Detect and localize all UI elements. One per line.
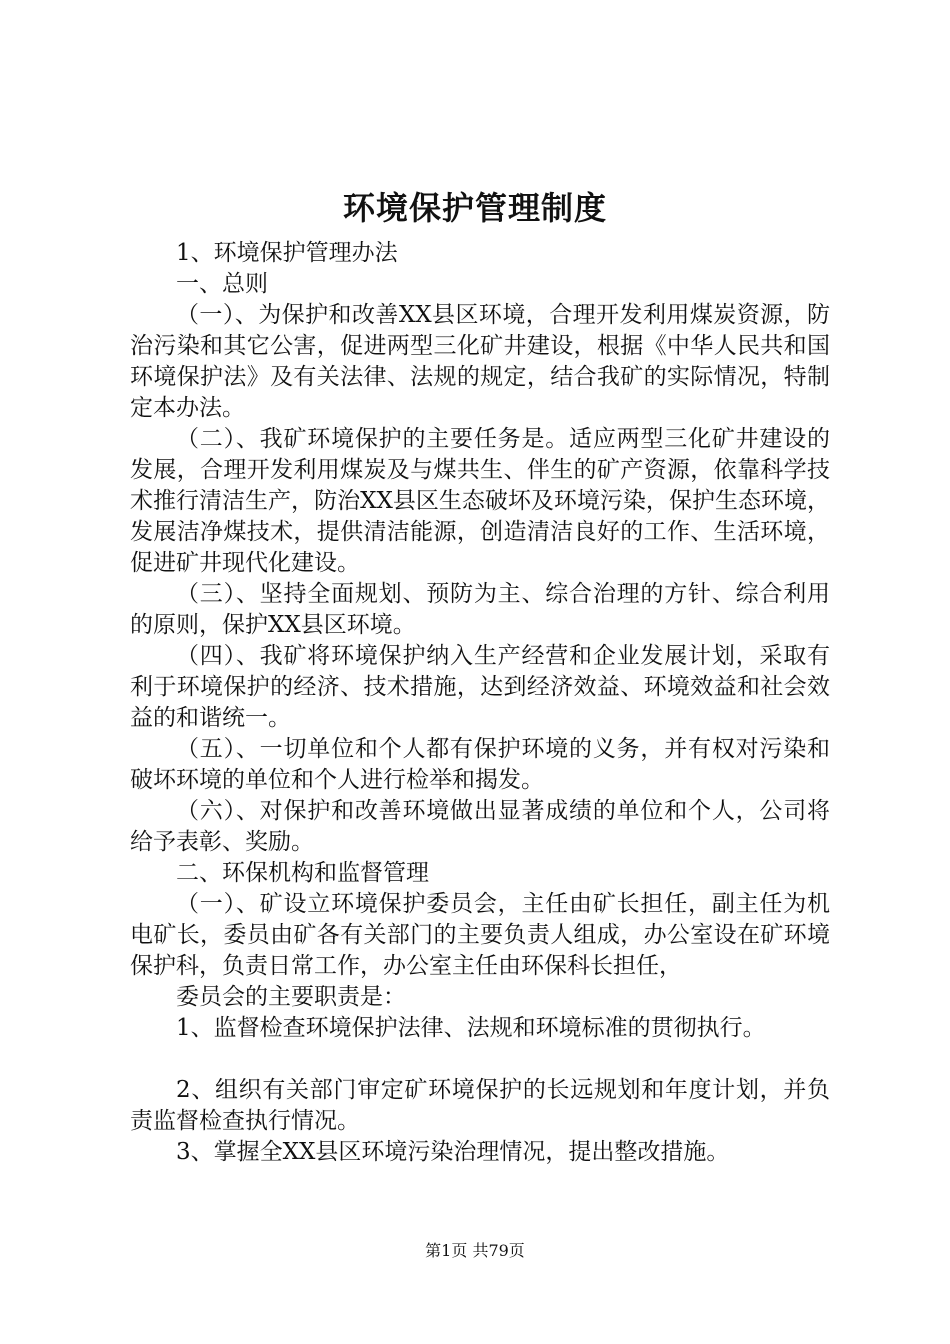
paragraph: （二）、我矿环境保护的主要任务是。适应两型三化矿井建设的发展，合理开发利用煤炭及与煤共生、伴生的矿产资源，依靠科学技术推行清洁生产，防治XX县区生态破坏及环境污染，保护生态环境，发展洁净煤技术，提供清洁能源，创造清洁良好的工作、生活环境，促进矿井现代化建设。	[130, 426, 830, 576]
paragraph: 一、总则	[176, 271, 268, 297]
paragraph: （一）、为保护和改善XX县区环境，合理开发利用煤炭资源，防治污染和其它公害，促进两型三化矿井建设，根据《中华人民共和国环境保护法》及有关法律、法规的规定，结合我矿的实际情况，特制定本办法。	[130, 302, 830, 421]
paragraph: （五）、一切单位和个人都有保护环境的义务，并有权对污染和破坏环境的单位和个人进行检举和揭发。	[130, 736, 830, 793]
document-body	[130, 238, 830, 1168]
paragraph: （一）、矿设立环境保护委员会，主任由矿长担任，副主任为机电矿长，委员由矿各有关部门的主要负责人组成，办公室设在矿环境保护科，负责日常工作，办公室主任由环保科长担任，	[130, 891, 830, 979]
paragraph: （四）、我矿将环境保护纳入生产经营和企业发展计划，采取有利于环境保护的经济、技术措施，达到经济效益、环境效益和社会效益的和谐统一。	[130, 643, 830, 731]
document-title: 环境保护管理制度	[342, 189, 607, 227]
paragraph: （三）、坚持全面规划、预防为主、综合治理的方针、综合利用的原则，保护XX县区环境。	[130, 581, 830, 638]
paragraph: 二、环保机构和监督管理	[176, 860, 429, 886]
paragraph: 1、监督检查环境保护法律、法规和环境标准的贯彻执行。	[176, 1015, 766, 1041]
paragraph: 3、掌握全XX县区环境污染治理情况，提出整改措施。	[176, 1139, 730, 1165]
paragraph: （六）、对保护和改善环境做出显著成绩的单位和个人，公司将给予表彰、奖励。	[130, 798, 830, 855]
page-footer: 第1页 共79页	[425, 1241, 525, 1260]
paragraph: 2、组织有关部门审定矿环境保护的长远规划和年度计划，并负责监督检查执行情况。	[130, 1077, 830, 1134]
paragraph: 委员会的主要职责是：	[176, 984, 406, 1010]
paragraph: 1、环境保护管理办法	[176, 240, 398, 266]
